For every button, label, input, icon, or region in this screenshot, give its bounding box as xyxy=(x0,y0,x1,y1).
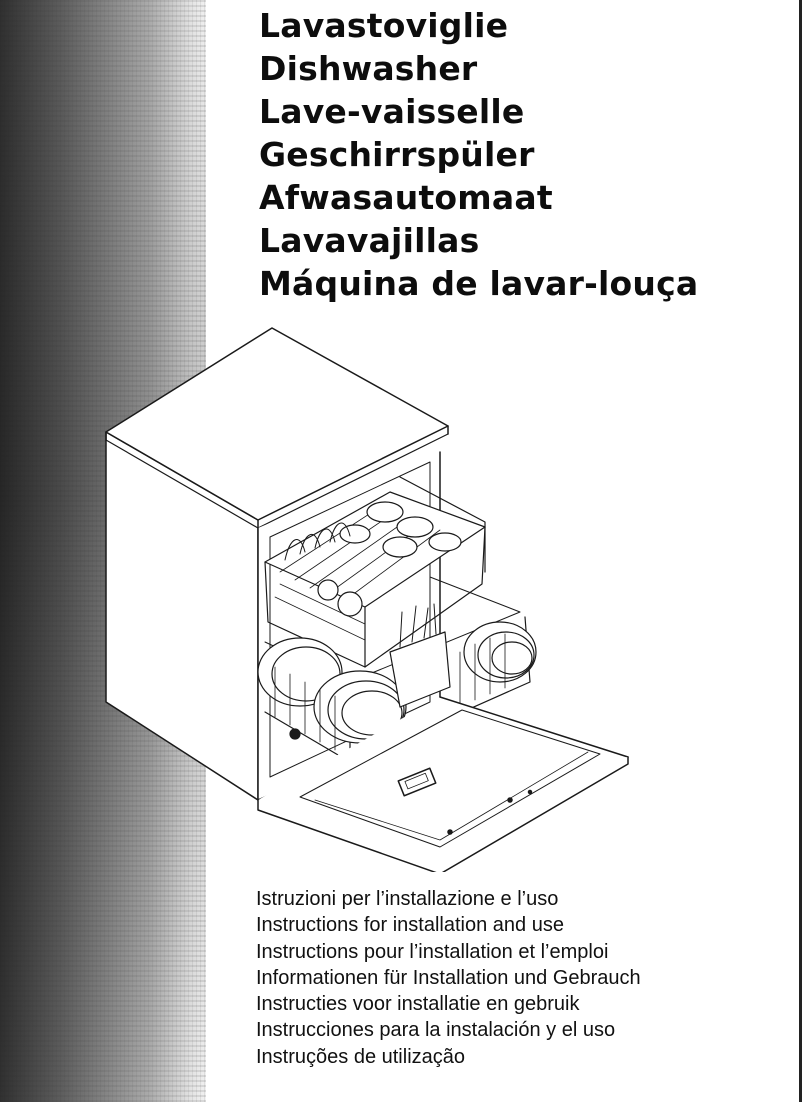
subtitle-portuguese: Instruções de utilização xyxy=(256,1045,466,1068)
subtitle-italian: Istruzioni per l’installazione e l’uso xyxy=(256,888,559,910)
title-italian: Lavastoviglie xyxy=(259,6,509,45)
title-dutch: Afwasautomaat xyxy=(259,178,553,217)
instructions-subtitle-list xyxy=(256,886,641,1070)
title-german: Geschirrspüler xyxy=(259,135,535,174)
subtitle-dutch: Instructies voor installatie en gebruik xyxy=(256,993,580,1016)
dishwasher-illustration-icon xyxy=(100,322,635,872)
product-title-list xyxy=(259,4,698,305)
title-english: Dishwasher xyxy=(259,49,478,88)
subtitle-german: Informationen für Installation und Gebrauch xyxy=(256,966,641,989)
subtitle-english: Instructions for installation and use xyxy=(256,914,564,937)
subtitle-spanish: Instrucciones para la instalación y el uso xyxy=(256,1019,616,1042)
title-french: Lave-vaisselle xyxy=(259,92,525,131)
title-portuguese: Máquina de lavar-louça xyxy=(259,264,699,303)
title-spanish: Lavavajillas xyxy=(259,221,480,260)
subtitle-french: Instructions pour l’installation et l’emploi xyxy=(256,940,609,963)
